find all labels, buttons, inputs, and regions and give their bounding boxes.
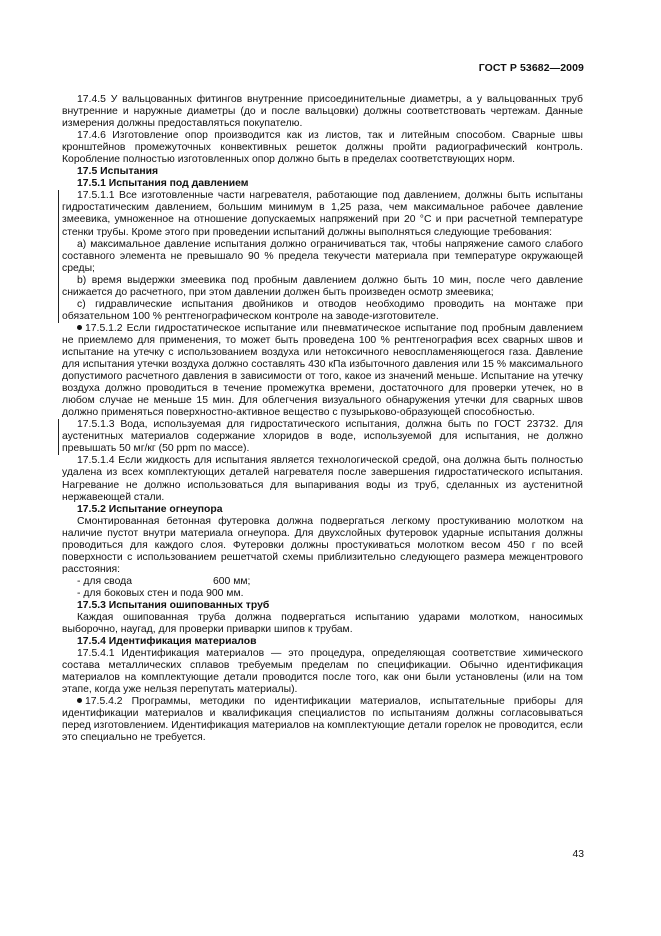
requirement-c: c) гидравлические испытания двойников и отводов необходимо проводить на монтаже при обязательном 100 % рентгенографическом контроле на заводе-изготовителе. xyxy=(62,298,583,322)
heading-17-5-1: 17.5.1 Испытания под давлением xyxy=(77,178,249,190)
heading-17-5-2: 17.5.2 Испытание огнеупора xyxy=(77,503,223,515)
heading-17-5-3: 17.5.3 Испытания ошипованных труб xyxy=(77,599,270,611)
paragraph-17-5-4-2-wrap xyxy=(62,696,583,744)
list-item-walls xyxy=(62,588,583,600)
paragraph-17-5-4-2: 17.5.4.2 Программы, методики по идентификации материалов, испытательные приборы для идентификации материалов и квалификация специалистов по испытаниям должны согласовываться перед изготовлением. Идентификация материалов на комплектующие детали горелок не проводится, если это специально не требуется. xyxy=(62,696,583,744)
paragraph-17-5-4-1: 17.5.4.1 Идентификация материалов — это процедура, определяющая соответствие химического состава металлических сплавов требуемым пределам по спецификации. Обычно идентификация материалов на комплектующие детали проводится после того, как они были установлены (или на том этапе, когда уже нельзя перепутать материалы). xyxy=(62,648,583,696)
list-item-vault-label: - для свода xyxy=(77,575,132,587)
change-bullet-icon xyxy=(77,698,82,703)
change-bullet-icon xyxy=(77,325,82,330)
paragraph-17-5-3: Каждая ошипованная труба должна подвергаться испытанию ударами молотком, наносимых выборочно, наугад, для проверки приварки шипов к трубам. xyxy=(62,612,583,636)
requirement-b: b) время выдержки змеевика под пробным давлением должно быть 10 мин, после чего давление снижается до расчетного, при этом давлении должен быть произведен осмотр змеевика; xyxy=(62,274,583,298)
list-item-vault-value: 600 мм; xyxy=(213,575,251,587)
change-mark-block-1 xyxy=(58,190,583,323)
paragraph-17-5-1-3: 17.5.1.3 Вода, используемая для гидростатического испытания, должна быть по ГОСТ 23732. Для аустенитных материалов содержание хлоридов в воде, используемой для испытания, не должно превышать 50 мг/кг (50 ppm по массе). xyxy=(62,419,583,455)
heading-17-5-4: 17.5.4 Идентификация материалов xyxy=(77,636,257,648)
paragraph-17-4-5: 17.4.5 У вальцованных фитингов внутренние присоединительные диаметры, а у вальцованных труб внутренние и наружные диаметры (до и после вальцовки) должны соответствовать чертежам. Данные измерения должны предоставляться покупателю. xyxy=(62,94,583,130)
list-item-walls-value: 900 мм. xyxy=(206,587,244,599)
paragraph-17-4-6: 17.4.6 Изготовление опор производится как из листов, так и литейным способом. Сварные швы кронштейнов промежуточных конвективных решеток должны пройти радиографический контроль. Коробление полностью изготовленных опор должно быть в пределах соответствующих норм. xyxy=(62,130,583,166)
requirement-a: a) максимальное давление испытания должно ограничиваться так, чтобы напряжение самого слабого составного элемента не превышало 90 % предела текучести материала при температуре окружающей среды; xyxy=(62,238,583,274)
list-item-walls-label: - для боковых стен и пода xyxy=(77,587,204,599)
list-item-vault xyxy=(62,576,583,588)
change-mark-block-2 xyxy=(58,419,583,455)
paragraph-17-5-1-1: 17.5.1.1 Все изготовленные части нагревателя, работающие под давлением, должны быть испытаны гидростатическим давлением, большим минимум в 1,25 раза, чем максимальное рабочее давление змеевика, умноженное на отношение допускаемых напряжений при 20 °С и при расчетной температуре стенки трубы. Кроме этого при проведении испытаний должны выполняться следующие требования: xyxy=(62,190,583,238)
document-body xyxy=(62,94,583,745)
paragraph-17-5-1-4: 17.5.1.4 Если жидкость для испытания является технологической средой, она должна быть полностью удалена из всех комплектующих деталей нагревателя после завершения гидростатического испытания. Нагревание не должно использоваться для выпаривания воды из труб, сделанных из аустенитной нержавеющей стали. xyxy=(62,455,583,503)
page-number: 43 xyxy=(572,849,584,860)
paragraph-17-5-1-2: 17.5.1.2 Если гидростатическое испытание или пневматическое испытание под пробным давлением не приемлемо для применения, то может быть проведена 100 % рентгенография всех сварных швов и испытание на утечку с использованием воздуха или нетоксичного невоспламеняющегося газа. Давление для испытания утечки воздуха должно составлять 430 кПа избыточного давления или 15 % максимального допустимого расчетного давления в зависимости от того, какое из значений меньше. Испытание на утечку воздуха должно проводиться в течение промежутка времени, достаточного для проверки утечек, но в любом случае не меньше 15 мин. Для облегчения визуального обнаружения утечки для сварных швов должно применяться поверхностно-активное вещество с пузырьково-образующей способностью. xyxy=(62,322,583,419)
document-header: ГОСТ Р 53682—2009 xyxy=(478,62,584,74)
paragraph-17-5-2: Смонтированная бетонная футеровка должна подвергаться легкому простукиванию молотком на наличие пустот внутри материала огнеупора. Для двухслойных футеровок ударные испытания должны проводиться для каждого слоя. Футеровки должны простукиваться молотком весом 450 г по всей поверхности с использованием решетчатой схемы приблизительно следующего размера межцентрового расстояния: xyxy=(62,515,583,575)
heading-17-5: 17.5 Испытания xyxy=(77,166,159,178)
paragraph-17-5-1-2-wrap xyxy=(62,323,583,419)
